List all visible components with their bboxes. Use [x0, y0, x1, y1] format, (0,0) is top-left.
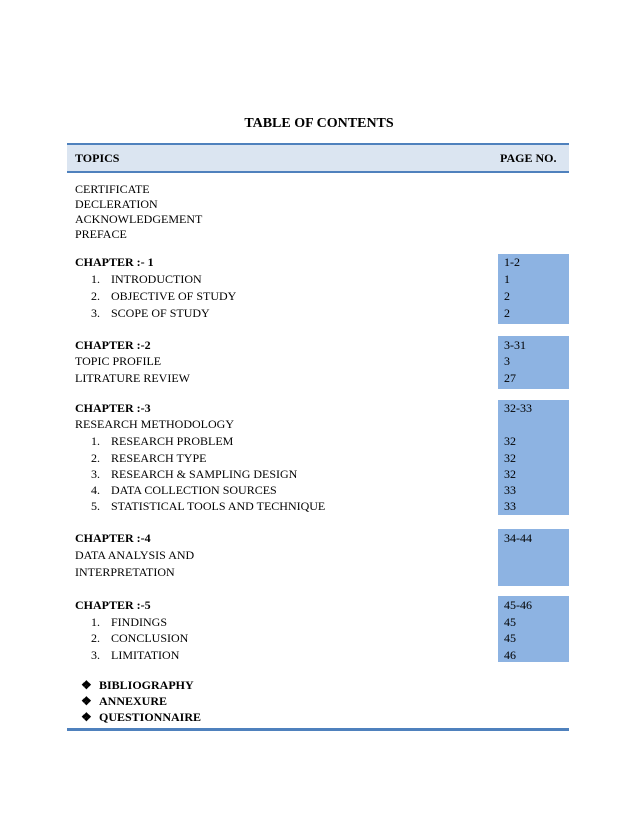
- item-page: 2: [504, 289, 510, 303]
- list-item: [91, 631, 188, 646]
- item-label: DATA COLLECTION SOURCES: [111, 483, 277, 497]
- table-bottom-rule: [67, 728, 569, 731]
- item-number: 2.: [91, 631, 100, 645]
- item-number: 1.: [91, 272, 100, 286]
- item-number: 5.: [91, 499, 100, 513]
- item-number: 2.: [91, 451, 100, 465]
- item-number: 3.: [91, 648, 100, 662]
- item-page: 33: [504, 483, 516, 497]
- chapter-4-subtitle: DATA ANALYSIS AND: [75, 548, 195, 562]
- extra-label: ANNEXURE: [99, 694, 168, 708]
- item-page: 3: [504, 354, 510, 368]
- item-number: 2.: [91, 289, 100, 303]
- list-item: [91, 648, 179, 663]
- chapter-3-title: CHAPTER :-3: [75, 401, 151, 415]
- toc-table: [67, 143, 569, 724]
- front-item: PREFACE: [75, 227, 127, 241]
- chapter-5-range: 45-46: [504, 598, 532, 612]
- diamond-bullet-icon: ❖: [81, 678, 92, 692]
- item-label: RESEARCH TYPE: [111, 451, 207, 465]
- item-page: 1: [504, 272, 510, 286]
- item-page: 32: [504, 434, 516, 448]
- item-label: SCOPE OF STUDY: [111, 306, 210, 320]
- list-item: LITRATURE REVIEW: [75, 371, 190, 385]
- diamond-bullet-icon: ❖: [81, 694, 92, 708]
- list-item: [91, 306, 210, 321]
- item-page: 33: [504, 499, 516, 513]
- chapter-5-title: CHAPTER :-5: [75, 598, 151, 612]
- item-page: 27: [504, 371, 516, 385]
- extra-item: [81, 694, 167, 709]
- item-number: 4.: [91, 483, 100, 497]
- list-item: [91, 499, 325, 514]
- front-item: ACKNOWLEDGEMENT: [75, 212, 203, 226]
- item-page: 45: [504, 631, 516, 645]
- chapter-4-subtitle: INTERPRETATION: [75, 565, 175, 579]
- item-label: RESEARCH & SAMPLING DESIGN: [111, 467, 298, 481]
- page-title: TABLE OF CONTENTS: [244, 116, 394, 131]
- topics-header: TOPICS: [75, 151, 120, 165]
- item-label: INTRODUCTION: [111, 272, 202, 286]
- item-label: OBJECTIVE OF STUDY: [111, 289, 237, 303]
- extra-label: BIBLIOGRAPHY: [99, 678, 194, 692]
- item-page: 32: [504, 451, 516, 465]
- item-page: 32: [504, 467, 516, 481]
- chapter-1-range: 1-2: [504, 255, 520, 269]
- chapter-3-range: 32-33: [504, 401, 532, 415]
- item-number: 3.: [91, 306, 100, 320]
- item-number: 3.: [91, 467, 100, 481]
- chapter-2-range: 3-31: [504, 338, 526, 352]
- item-number: 1.: [91, 615, 100, 629]
- item-page: 45: [504, 615, 516, 629]
- diamond-bullet-icon: ❖: [81, 710, 92, 724]
- extra-item: [81, 710, 201, 725]
- front-item: CERTIFICATE: [75, 182, 150, 196]
- list-item: [91, 467, 297, 482]
- list-item: [91, 615, 167, 630]
- item-label: FINDINGS: [111, 615, 168, 629]
- list-item: TOPIC PROFILE: [75, 354, 162, 368]
- list-item: [91, 272, 202, 287]
- item-number: 1.: [91, 434, 100, 448]
- item-label: CONCLUSION: [111, 631, 189, 645]
- item-label: STATISTICAL TOOLS AND TECHNIQUE: [111, 499, 326, 513]
- chapter-1-title: CHAPTER :- 1: [75, 255, 154, 269]
- extra-item: [81, 678, 194, 693]
- item-page: 46: [504, 648, 516, 662]
- item-label: LIMITATION: [111, 648, 180, 662]
- chapter-4-title: CHAPTER :-4: [75, 531, 151, 545]
- chapter-2-title: CHAPTER :-2: [75, 338, 151, 352]
- list-item: [91, 483, 277, 498]
- chapter-4-range: 34-44: [504, 531, 532, 545]
- chapter-3-subtitle: RESEARCH METHODOLOGY: [75, 417, 234, 431]
- list-item: [91, 434, 233, 449]
- page-no-header: PAGE NO.: [500, 151, 557, 165]
- toc-header: [67, 143, 569, 173]
- front-item: DECLERATION: [75, 197, 158, 211]
- list-item: [91, 289, 236, 304]
- list-item: [91, 451, 206, 466]
- item-label: RESEARCH PROBLEM: [111, 434, 234, 448]
- item-page: 2: [504, 306, 510, 320]
- extra-label: QUESTIONNAIRE: [99, 710, 202, 724]
